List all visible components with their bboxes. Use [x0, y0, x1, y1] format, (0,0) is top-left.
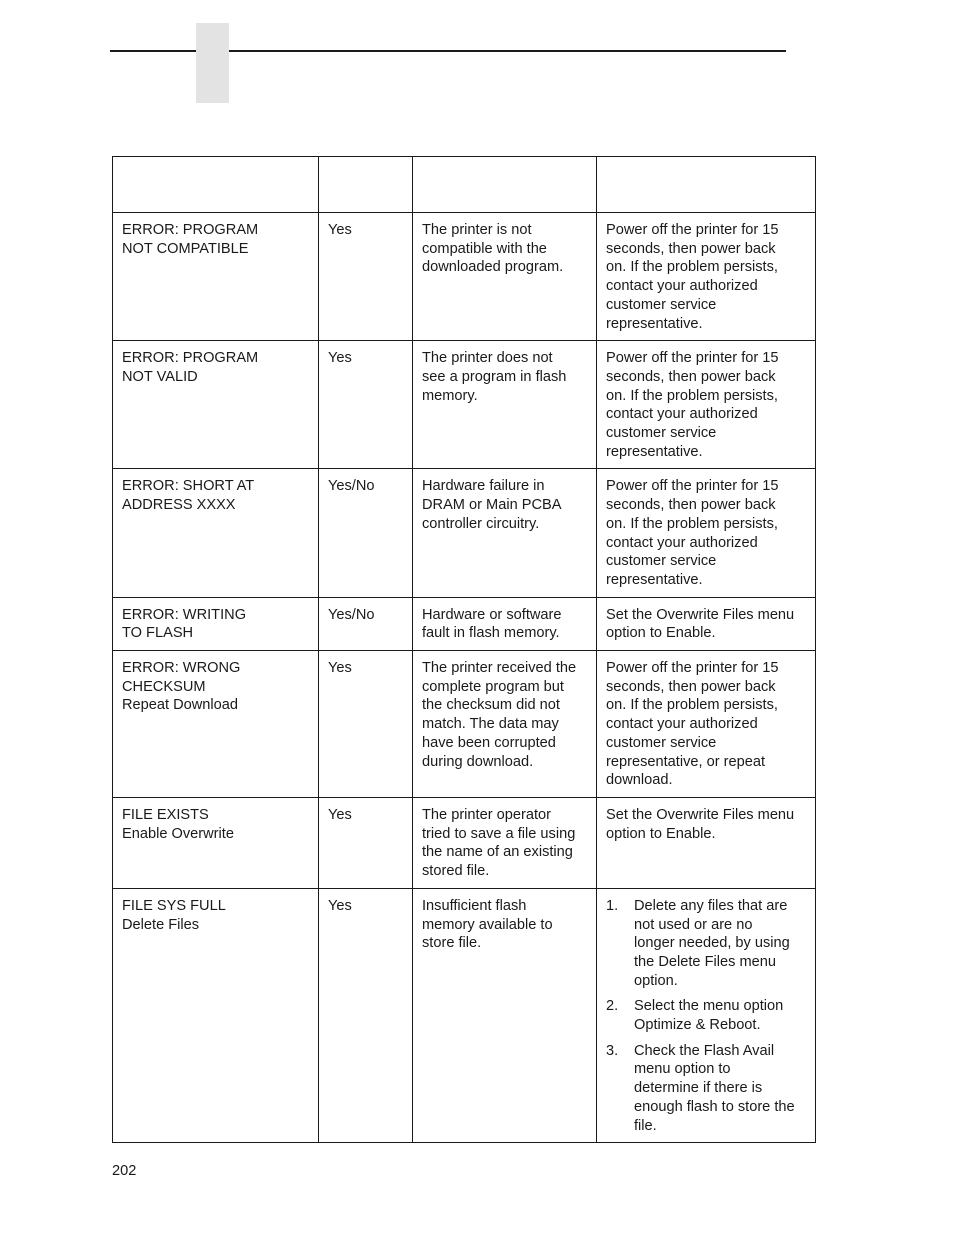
- solution-cell: Power off the printer for 15 seconds, then power back on. If the problem persists, contact your authorized customer service representative, or repeat download.: [597, 651, 816, 798]
- table-header-row: [113, 157, 816, 213]
- solution-cell: Power off the printer for 15 seconds, then power back on. If the problem persists, contact your authorized customer service representative.: [597, 469, 816, 597]
- displayed-cell: Yes: [319, 888, 413, 1142]
- page-number: 202: [112, 1163, 137, 1179]
- chapter-tab-marker: [196, 23, 229, 103]
- message-cell: ERROR: WRONG CHECKSUM Repeat Download: [113, 651, 319, 798]
- step-number: 1.: [606, 897, 619, 914]
- solution-step: [606, 997, 807, 1034]
- message-cell: ERROR: SHORT AT ADDRESS XXXX: [113, 469, 319, 597]
- error-message-table: [112, 156, 816, 1143]
- displayed-cell: Yes/No: [319, 469, 413, 597]
- solution-cell: Set the Overwrite Files menu option to Enable.: [597, 797, 816, 888]
- displayed-cell: Yes: [319, 213, 413, 341]
- explanation-cell: The printer received the complete program but the checksum did not match. The data may have been corrupted during download.: [413, 651, 597, 798]
- table-row: [113, 797, 816, 888]
- header-rule-right: [229, 50, 786, 52]
- header-rule-left: [110, 50, 196, 52]
- displayed-cell: Yes: [319, 651, 413, 798]
- explanation-cell: Insufficient flash memory available to store file.: [413, 888, 597, 1142]
- message-cell: ERROR: PROGRAM NOT VALID: [113, 341, 319, 469]
- solution-step: [606, 897, 807, 991]
- step-text: Check the Flash Avail menu option to determine if there is enough flash to store the file.: [634, 1042, 795, 1134]
- displayed-cell: Yes: [319, 797, 413, 888]
- header-cell-explanation: [413, 157, 597, 213]
- table-row: [113, 888, 816, 1142]
- table-body: [113, 213, 816, 1143]
- table-row: [113, 213, 816, 341]
- table-row: [113, 651, 816, 798]
- solution-cell: [597, 888, 816, 1142]
- step-number: 2.: [606, 998, 619, 1015]
- solution-step: [606, 1042, 807, 1136]
- solution-cell: Power off the printer for 15 seconds, then power back on. If the problem persists, contact your authorized customer service representative.: [597, 213, 816, 341]
- step-text: Delete any files that are not used or are no longer needed, by using the Delete Files menu option.: [634, 897, 790, 989]
- header-cell-message: [113, 157, 319, 213]
- table-row: [113, 469, 816, 597]
- solution-cell: Set the Overwrite Files menu option to Enable.: [597, 597, 816, 650]
- step-text: Select the menu option Optimize & Reboot.: [634, 998, 784, 1034]
- solution-steps-list: [606, 897, 807, 1135]
- explanation-cell: The printer is not compatible with the downloaded program.: [413, 213, 597, 341]
- explanation-cell: Hardware failure in DRAM or Main PCBA controller circuitry.: [413, 469, 597, 597]
- message-cell: ERROR: PROGRAM NOT COMPATIBLE: [113, 213, 319, 341]
- table-row: [113, 341, 816, 469]
- explanation-cell: The printer does not see a program in flash memory.: [413, 341, 597, 469]
- displayed-cell: Yes/No: [319, 597, 413, 650]
- table-row: [113, 597, 816, 650]
- message-cell: ERROR: WRITING TO FLASH: [113, 597, 319, 650]
- displayed-cell: Yes: [319, 341, 413, 469]
- step-number: 3.: [606, 1042, 619, 1059]
- explanation-cell: Hardware or software fault in flash memory.: [413, 597, 597, 650]
- header-cell-displayed: [319, 157, 413, 213]
- explanation-cell: The printer operator tried to save a file using the name of an existing stored file.: [413, 797, 597, 888]
- header-cell-solution: [597, 157, 816, 213]
- solution-cell: Power off the printer for 15 seconds, then power back on. If the problem persists, contact your authorized customer service representative.: [597, 341, 816, 469]
- message-cell: FILE SYS FULL Delete Files: [113, 888, 319, 1142]
- message-cell: FILE EXISTS Enable Overwrite: [113, 797, 319, 888]
